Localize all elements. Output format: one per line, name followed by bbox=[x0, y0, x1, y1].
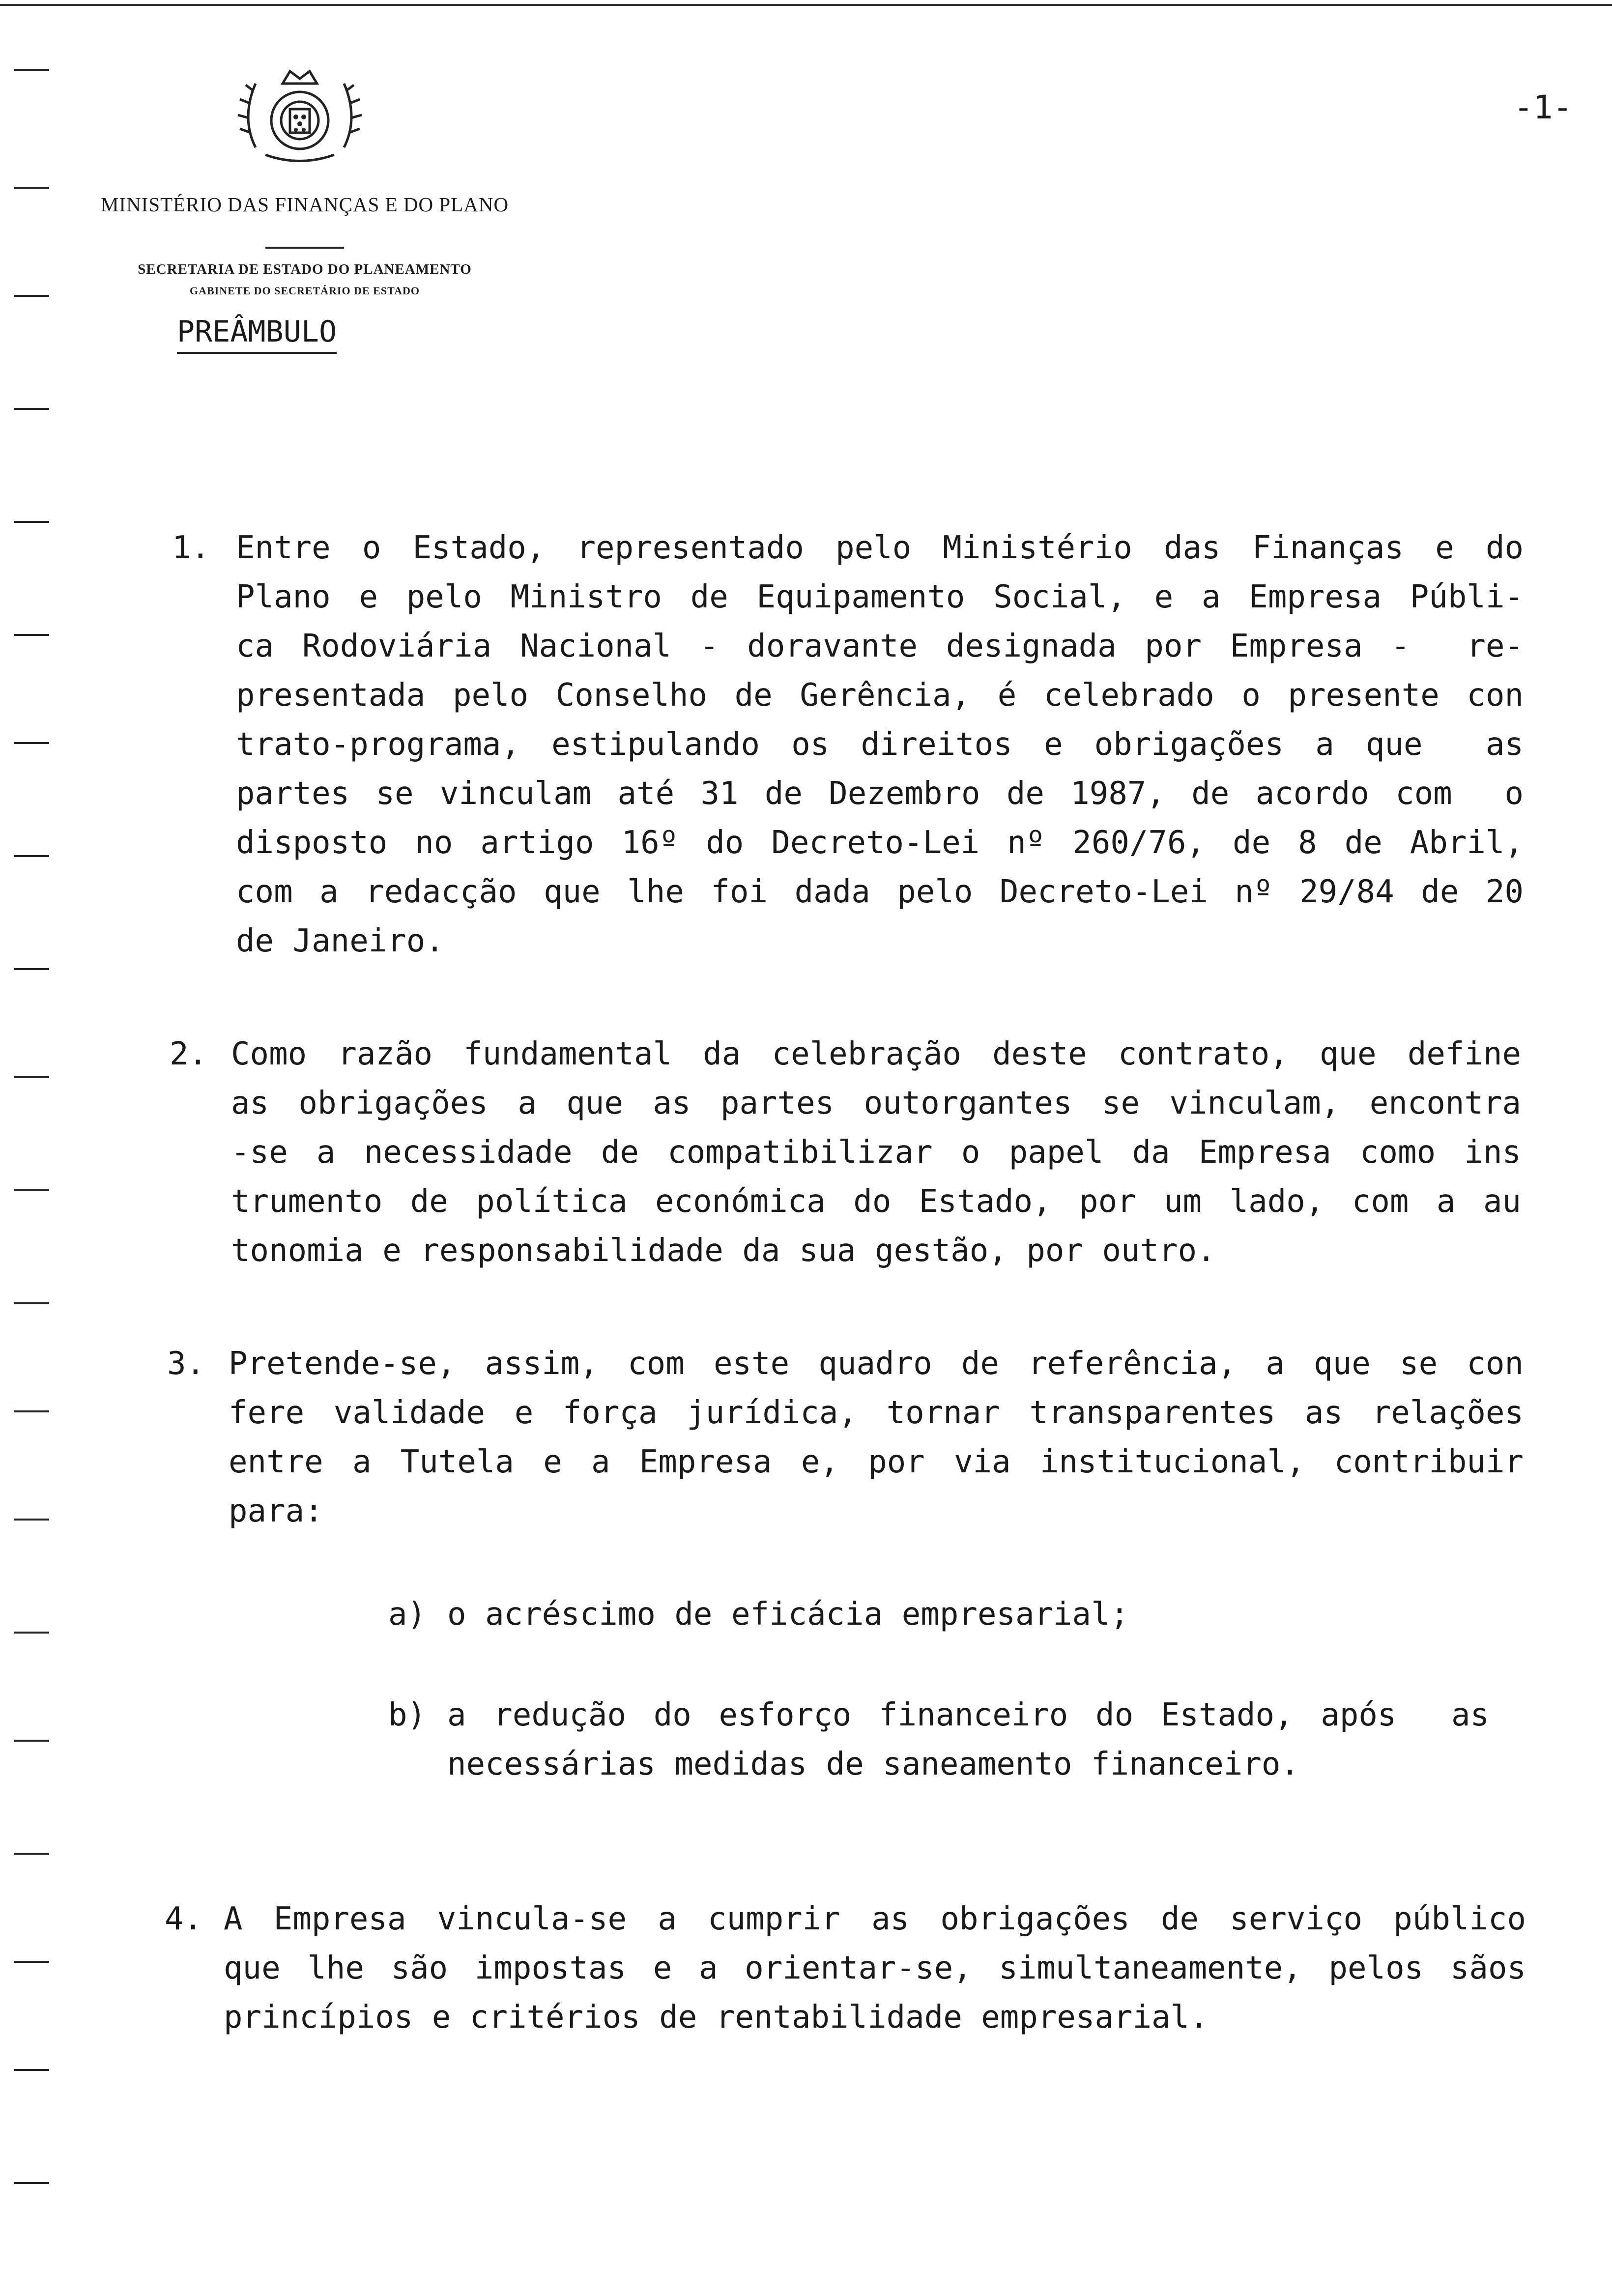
list-item-label: b) bbox=[388, 1697, 427, 1733]
paragraph-number: 1. bbox=[172, 530, 210, 566]
text-line: A Empresa vincula-se a cumprir as obrigações de serviço público bbox=[224, 1901, 1526, 1937]
list-item-body bbox=[447, 1691, 1489, 1789]
margin-mark bbox=[14, 1189, 49, 1191]
text-line: de Janeiro. bbox=[236, 923, 444, 959]
list-item-body bbox=[447, 1590, 1479, 1639]
margin-mark bbox=[14, 2182, 49, 2184]
letterhead bbox=[84, 193, 526, 297]
margin-mark bbox=[14, 521, 49, 523]
paragraph-body bbox=[231, 1030, 1521, 1275]
section-heading: PREÂMBULO bbox=[177, 315, 337, 354]
text-line: tonomia e responsabilidade da sua gestão, por outro. bbox=[231, 1233, 1216, 1269]
margin-mark bbox=[14, 1076, 49, 1078]
text-line: necessárias medidas de saneamento financeiro. bbox=[447, 1746, 1299, 1782]
margin-mark bbox=[14, 2069, 49, 2071]
text-line: o acréscimo de eficácia empresarial; bbox=[447, 1596, 1129, 1633]
text-line: para: bbox=[229, 1493, 323, 1529]
margin-mark bbox=[14, 1302, 49, 1304]
paragraph-number: 2. bbox=[170, 1036, 208, 1072]
text-line: -se a necessidade de compatibilizar o papel da Empresa como ins bbox=[231, 1134, 1521, 1171]
text-line: trato-programa, estipulando os direitos e obrigações a que as bbox=[236, 726, 1524, 763]
text-line: presentada pelo Conselho de Gerência, é celebrado o presente con bbox=[236, 677, 1524, 714]
text-line: com a redacção que lhe foi dada pelo Decreto-Lei nº 29/84 de 20 bbox=[236, 874, 1524, 910]
secretaria-name: SECRETARIA DE ESTADO DO PLANEAMENTO bbox=[138, 261, 472, 277]
margin-tick-marks bbox=[14, 0, 53, 2296]
margin-mark bbox=[14, 742, 49, 744]
top-edge-rule bbox=[0, 4, 1612, 6]
paragraph-body bbox=[224, 1894, 1526, 2042]
margin-mark bbox=[14, 1853, 49, 1855]
text-line: Como razão fundamental da celebração deste contrato, que define bbox=[231, 1036, 1521, 1072]
paragraph-3 bbox=[167, 1339, 1528, 1536]
list-item-a bbox=[388, 1590, 1489, 1639]
margin-mark bbox=[14, 634, 49, 636]
list-item-label: a) bbox=[388, 1596, 427, 1633]
text-line: princípios e critérios de rentabilidade empresarial. bbox=[224, 1999, 1209, 2036]
margin-mark bbox=[14, 69, 49, 71]
margin-mark bbox=[14, 1410, 49, 1412]
text-line: Entre o Estado, representado pelo Ministério das Finanças e do bbox=[236, 530, 1524, 566]
paragraph-2 bbox=[170, 1030, 1526, 1275]
text-line: as obrigações a que as partes outorgantes se vinculam, encontra bbox=[231, 1085, 1521, 1121]
text-line: Pretende-se, assim, com este quadro de referência, a que se con bbox=[229, 1346, 1524, 1382]
margin-mark bbox=[14, 1519, 49, 1521]
gabinete-name: GABINETE DO SECRETÁRIO DE ESTADO bbox=[189, 285, 420, 297]
text-line: trumento de política económica do Estado, por um lado, com a au bbox=[231, 1183, 1521, 1220]
text-line: ca Rodoviária Nacional - doravante designada por Empresa - re- bbox=[236, 628, 1524, 664]
ministry-name: MINISTÉRIO DAS FINANÇAS E DO PLANO bbox=[100, 193, 509, 216]
margin-mark bbox=[14, 968, 49, 970]
text-line: a redução do esforço financeiro do Estado, após as bbox=[447, 1697, 1489, 1733]
margin-mark bbox=[14, 187, 49, 189]
paragraph-1 bbox=[172, 523, 1528, 966]
margin-mark bbox=[14, 408, 49, 410]
margin-mark bbox=[14, 855, 49, 857]
paragraph-body bbox=[229, 1339, 1524, 1536]
coat-of-arms-emblem bbox=[236, 64, 364, 172]
list-item-b bbox=[388, 1691, 1494, 1789]
text-line: entre a Tutela e a Empresa e, por via institucional, contribuir bbox=[229, 1444, 1524, 1480]
margin-mark bbox=[14, 295, 49, 297]
text-line: fere validade e força jurídica, tornar transparentes as relações bbox=[229, 1395, 1524, 1431]
text-line: partes se vinculam até 31 de Dezembro de 1987, de acordo com o bbox=[236, 775, 1524, 812]
margin-mark bbox=[14, 1632, 49, 1634]
letterhead-rule bbox=[265, 247, 344, 249]
page-number: -1- bbox=[1514, 88, 1573, 126]
paragraph-number: 3. bbox=[167, 1346, 205, 1382]
margin-mark bbox=[14, 1961, 49, 1963]
text-line: que lhe são impostas e a orientar-se, simultaneamente, pelos sãos bbox=[224, 1950, 1526, 1986]
text-line: disposto no artigo 16º do Decreto-Lei nº 260/76, de 8 de Abril, bbox=[236, 825, 1524, 861]
text-line: Plano e pelo Ministro de Equipamento Social, e a Empresa Públi- bbox=[236, 579, 1524, 615]
paragraph-number: 4. bbox=[165, 1901, 203, 1937]
paragraph-4 bbox=[165, 1894, 1531, 2042]
margin-mark bbox=[14, 1740, 49, 1742]
paragraph-body bbox=[236, 523, 1524, 966]
